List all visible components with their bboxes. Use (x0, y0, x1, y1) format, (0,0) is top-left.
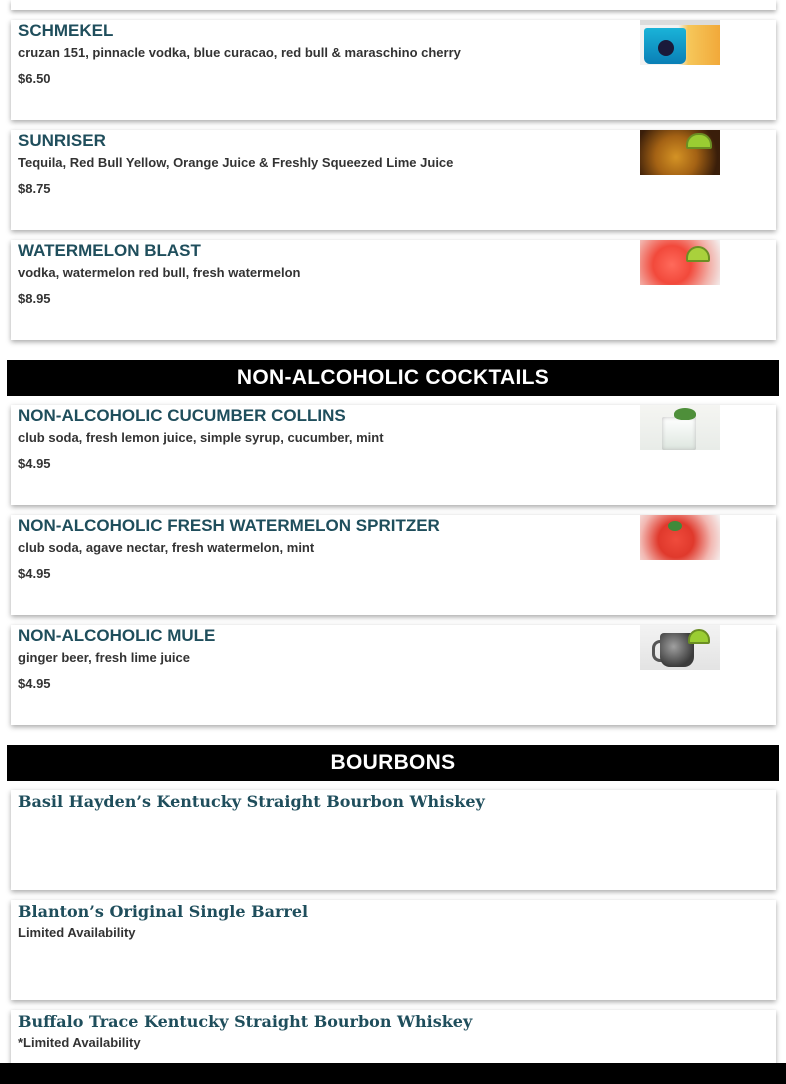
menu-item-name: Buffalo Trace Kentucky Straight Bourbon Whiskey (18, 1012, 473, 1031)
menu-item-price: $8.95 (18, 291, 51, 306)
menu-item-price: $8.75 (18, 181, 51, 196)
menu-item-description: Tequila, Red Bull Yellow, Orange Juice & Freshly Squeezed Lime Juice (18, 155, 454, 170)
menu-item-name: WATERMELON BLAST (18, 241, 201, 260)
menu-item-watermelon-spritzer[interactable] (11, 515, 776, 615)
menu-item-name: NON-ALCOHOLIC CUCUMBER COLLINS (18, 406, 346, 425)
menu-item-name: Blanton’s Original Single Barrel (18, 902, 309, 921)
menu-item-description: ginger beer, fresh lime juice (18, 650, 190, 665)
drink-photo[interactable] (640, 515, 720, 560)
menu-item-name: NON-ALCOHOLIC FRESH WATERMELON SPRITZER (18, 516, 440, 535)
drink-photo[interactable] (640, 405, 720, 450)
section-header-bourbons: BOURBONS (7, 745, 779, 781)
drink-photo[interactable] (640, 20, 720, 65)
menu-item-schmekel[interactable] (11, 20, 776, 120)
drink-photo[interactable] (640, 625, 720, 670)
menu-item-price: $4.95 (18, 676, 51, 691)
menu-item-watermelon-blast[interactable] (11, 240, 776, 340)
menu-item-name: SCHMEKEL (18, 21, 114, 40)
menu-item-buffalo-trace[interactable] (11, 1010, 776, 1070)
menu-item-price: $6.50 (18, 71, 51, 86)
menu-item-mule[interactable] (11, 625, 776, 725)
menu-item-name: SUNRISER (18, 131, 106, 150)
menu-item-description: club soda, agave nectar, fresh watermelon, mint (18, 540, 315, 555)
menu-item-blantons[interactable] (11, 900, 776, 1000)
menu-item-basil-hayden[interactable] (11, 790, 776, 890)
drink-photo[interactable] (640, 240, 720, 285)
menu-item-cucumber-collins[interactable] (11, 405, 776, 505)
bottom-bar (0, 1063, 786, 1084)
menu-item-sunriser[interactable] (11, 130, 776, 230)
drink-photo[interactable] (640, 130, 720, 175)
menu-item-name: Basil Hayden’s Kentucky Straight Bourbon Whiskey (18, 792, 485, 811)
menu-item-description: cruzan 151, pinnacle vodka, blue curacao, red bull & maraschino cherry (18, 45, 461, 60)
previous-menu-item-card (11, 0, 776, 10)
menu-item-description: vodka, watermelon red bull, fresh watermelon (18, 265, 301, 280)
section-header-non-alcoholic: NON-ALCOHOLIC COCKTAILS (7, 360, 779, 396)
menu-item-price: $4.95 (18, 566, 51, 581)
menu-item-description: Limited Availability (18, 925, 136, 940)
menu-item-description: club soda, fresh lemon juice, simple syrup, cucumber, mint (18, 430, 384, 445)
menu-item-name: NON-ALCOHOLIC MULE (18, 626, 216, 645)
menu-item-price: $4.95 (18, 456, 51, 471)
menu-item-description: *Limited Availability (18, 1035, 141, 1050)
